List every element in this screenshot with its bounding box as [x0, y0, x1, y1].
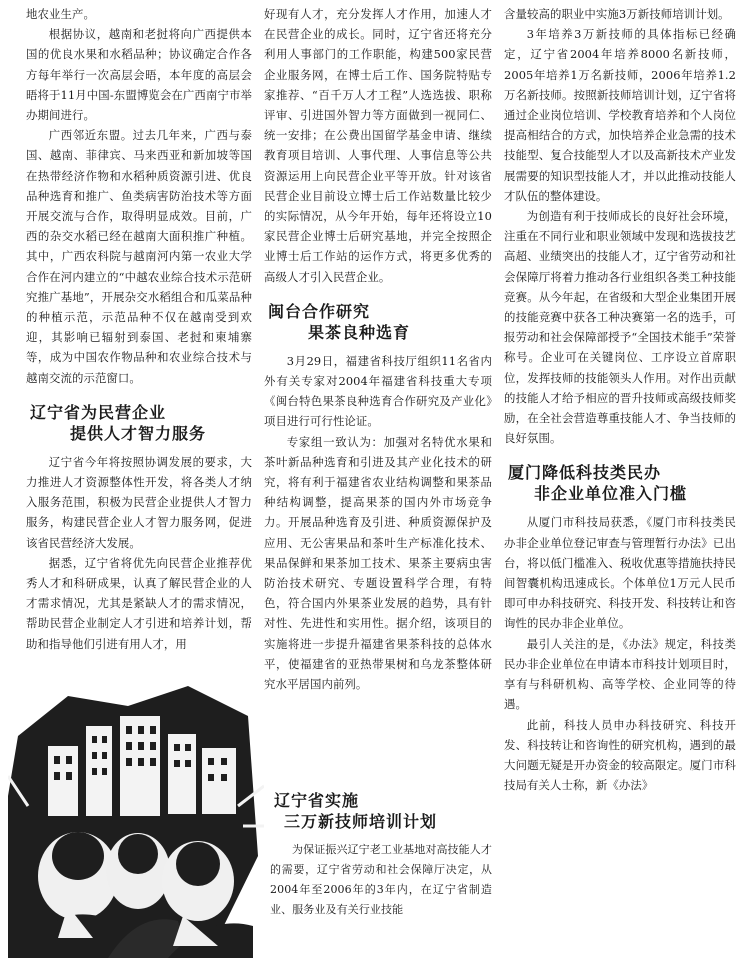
paragraph: 3月29日，福建省科技厅组织11名省内外有关专家对2004年福建省科技重大专项《闽台特色果茶良种选育合作研究及产业化》项目进行可行性论证。 [264, 353, 492, 429]
headline-line: 果茶良种选育 [308, 322, 411, 342]
paragraph: 好现有人才，充分发挥人才作用，加速人才在民营企业的成长。同时，辽宁省还将充分利用人事部门的工作职能，构建500家民营企业服务网，在博士后工作、国务院特贴专家推荐、“百千万人才工程”人选选拔、职称评审、引进国外智力等方面做到一视同仁、统一安排；在公费出国留学基金申请、继续教育项目培训、人事代理、人事信息等公共资源运用上向民营企业平等开放。针对该省民营企业目前设立博士后工作站数量比较少的实际情况，从今年开始，每年还将设立10家民营企业博士后研究基地，并完全按照企业博士后工作站的运作方式，将更多优秀的高级人才引入民营企业。 [264, 7, 492, 284]
paragraph: 从厦门市科技局获悉，《厦门市科技类民办非企业单位登记审查与管理暂行办法》已出台，将以低门槛准入、税收优惠等措施扶持民间智囊机构迅速成长。个体单位1万元人民币即可申办科技研究、科技开发、科技转让和咨询性的民办非企业单位。 [504, 515, 736, 631]
crowd-figures [28, 832, 253, 958]
paragraph: 此前，科技人员申办科技研究、科技开发、科技转让和咨询性的研究机构，遇到的最大问题无疑是开办资金的较高限定。厦门市科技局有关人士称，新《办法》 [504, 717, 736, 793]
article-headline-liaoning-technician [270, 790, 492, 832]
woodcut-illustration [8, 676, 264, 958]
column-1 [26, 4, 252, 654]
paragraph: 广西邻近东盟。过去几年来，广西与泰国、越南、菲律宾、马来西亚和新加坡等国在热带经济作物和水稻种质资源引进、优良品种选育和推广、鱼类病害防治技术等方面开展交流与合作，取得明显成效。目前，广西的杂交水稻已经在越南大面积推广种植。其中，广西农科院与越南河内第一农业大学合作在河内建立的“中越农业综合技术示范研究推广基地”，开展杂交水稻组合和瓜菜品种的种植示范，示范品种不仅在越南受到欢迎，其影响已辐射到泰国、老挝和柬埔寨等，成为中国农作物品种和农业综合技术与越南交流的示范窗口。 [26, 128, 252, 385]
headline-line: 非企业单位准入门槛 [534, 484, 688, 504]
paragraph: 最引人关注的是，《办法》规定，科技类民办非企业单位在申请本市科技计划项目时，享有与科研机构、高等学校、企业同等的待遇。 [504, 636, 736, 712]
article-liaoning-technician-training [270, 790, 492, 920]
column-2 [264, 4, 492, 694]
article-headline-liaoning-private-enterprise [26, 402, 252, 444]
column-3 [504, 4, 736, 795]
paragraph: 据悉，辽宁省将优先向民营企业推荐优秀人才和科研成果，认真了解民营企业的人才需求情况，尤其是紧缺人才的需求情况，帮助民营企业制定人才引进和培养计划，帮助和指导他们引进有用人才，用 [26, 555, 252, 651]
paragraph: 含量较高的职业中实施3万新技师培训计划。 [504, 7, 730, 21]
paragraph: 为保证振兴辽宁老工业基地对高技能人才的需要，辽宁省劳动和社会保障厅决定，从2004年至2006年的3年内，在辽宁省制造业、服务业及有关行业技能 [270, 843, 492, 916]
headline-line: 辽宁省实施 [274, 791, 360, 810]
paragraph: 地农业生产。 [26, 7, 95, 21]
article-headline-xiamen-private-nonprofit [504, 462, 736, 504]
headline-line: 辽宁省为民营企业 [30, 402, 167, 422]
paragraph: 专家组一致认为：加强对名特优水果和茶叶新品种选育和引进及其产业化技术的研究，将有利于福建省农业结构调整和果茶品种结构调整，提高果茶的国内外市场竞争力。开展品种选育及引进、种质资源保护及应用、无公害果品和茶叶生产标准化技术、果品保鲜和果茶加工技术、果茶主要病虫害防治技术研究、专题设置科学合理，有特色，符合国内外果茶业发展的趋势，具有针对性、先进性和实用性。据介绍，该项目的实施将进一步提升福建省果茶科技的总体水平，使福建省的亚热带果树和乌龙茶整体研究水平居国内前列。 [264, 434, 492, 692]
paragraph: 为创造有利于技师成长的良好社会环境，注重在不同行业和职业领域中发现和选拔技艺高超、业绩突出的技能人才，辽宁省劳动和社会保障厅将着力推动各行业组织各类工种技能竞赛。从今年起，在省级和大型企业集团开展的技能竞赛中获各工种决赛第一名的选手，可报劳动和社会保障部授予“全国技术能手”荣誉称号。企业可在关键岗位、工序设立首席职位，发挥技师的技能领头人作用。对作出贡献的技能人才给予相应的晋升技师或高级技师奖励，在全社会营造尊重技能人才、争当技师的良好氛围。 [504, 209, 736, 446]
headline-line: 厦门降低科技类民办 [508, 463, 662, 483]
headline-line: 提供人才智力服务 [70, 423, 207, 443]
headline-line: 闽台合作研究 [268, 301, 371, 321]
paragraph: 辽宁省今年将按照协调发展的要求，大力推进人才资源整体性开发，将各类人才纳入服务范围，积极为民营企业提供人才智力服务，构建民营企业人才智力服务网，促进该省民营经济大发展。 [26, 454, 252, 550]
paragraph: 根据协议，越南和老挝将向广西提供本国的优良水果和水稻品种；协议确定合作各方每年举行一次高层会晤，本年度的高层会晤将于11月中国-东盟博览会在广西南宁市举办期间进行。 [26, 27, 252, 123]
article-headline-fujian-taiwan-fruit-tea [264, 301, 492, 343]
paragraph: 3年培养3万新技师的具体指标已经确定，辽宁省2004年培养8000名新技师，2005年培养1万名新技师，2006年培养1.2万名新技师。按照新技师培训计划，辽宁省将通过企业岗位培训、学校教育培养和个人岗位提高相结合的方式，加快培养企业急需的技术技能型、复合技能型人才以及高新技术产业发展需要的知识型技能人才，并以此推动技能人才队伍的整体建设。 [504, 27, 736, 203]
headline-line: 三万新技师培训计划 [284, 812, 438, 831]
